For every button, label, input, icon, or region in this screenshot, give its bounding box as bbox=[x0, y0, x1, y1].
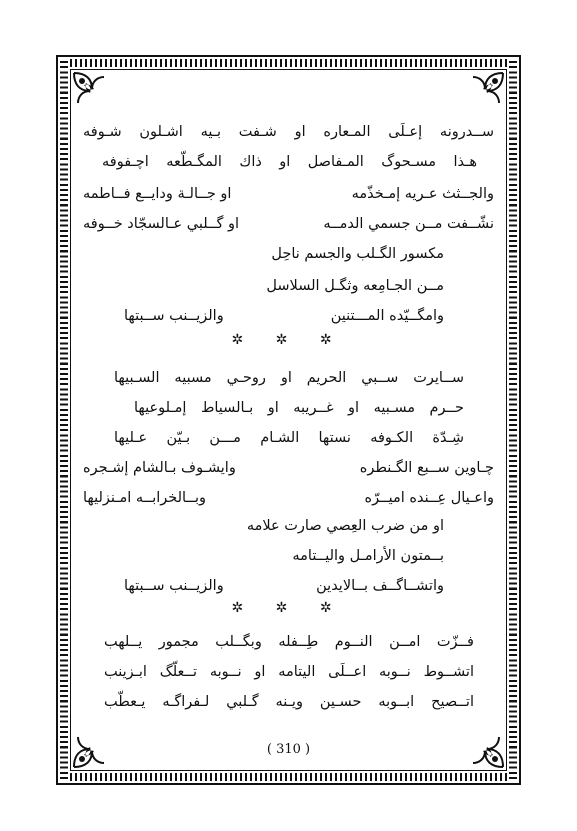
poem-line: شِـدّة الكـوفه نستها الشـام مـــن بـيّن عـليها bbox=[114, 430, 464, 446]
hemistich-right: والجــثث عـريه إمـخذّمه bbox=[351, 186, 494, 202]
hemistich-left: والزيــنب ســبتها bbox=[124, 308, 224, 324]
hemistich-right: چـاوين ســبع الگـنطره bbox=[359, 460, 494, 476]
stanza-divider: ✲ ✲ ✲ bbox=[231, 600, 346, 616]
poem-line: فــزّت امــن النــوم طِــفله وبگــلب مجمور يــلهب bbox=[104, 634, 474, 650]
poem-line: حــرم مسـبيه او غــريبه او بـالسياط إمـلوعيها bbox=[134, 400, 464, 416]
poem-line: بــمتون الأرامـل واليــتامه bbox=[292, 548, 444, 564]
poem-line-split bbox=[83, 458, 494, 478]
hemistich-right: وامگــيّده المـــتنين bbox=[330, 308, 444, 324]
hemistich-left: وبــالخرابــه امـنزليها bbox=[83, 490, 206, 506]
poem-line-split bbox=[124, 306, 444, 326]
poem-line: اتــصيح ابــوبه حسـين ويـنه گـلبي لـفراگـه يـعطّب bbox=[104, 694, 474, 710]
hemistich-right: واعـيال عِــنده اميــرّه bbox=[364, 490, 494, 506]
poem-line: هـذا مسـحوگ المـفاصل او ذاك المگـطّعه اچـفوفه bbox=[102, 154, 477, 170]
hemistich-left: او جــالـة ودايــع فــاطمه bbox=[83, 186, 232, 202]
poem-line: ســدرونه إعـلَى المـعاره او شـفت بـيه اشـلون شـوفه bbox=[83, 124, 494, 140]
poem-line: او من ضرب العِصي صارت علامه bbox=[246, 518, 444, 534]
poem-line: ســايرت ســبي الحريم او روحـي مسبيه السـبيها bbox=[114, 370, 464, 386]
corner-ornament-icon bbox=[471, 71, 505, 105]
hemistich-left: او گــلبي عـالسجّاد خــوفه bbox=[83, 216, 240, 232]
poem-line-split bbox=[83, 214, 494, 234]
poem-line: مــن الجـامِعه وثگـل السلاسل bbox=[266, 278, 444, 294]
hemistich-right: نشّــفت مــن جسمي الدمــه bbox=[323, 216, 494, 232]
poem-line-split bbox=[83, 488, 494, 508]
hemistich-right: واتشــاگــف بــالايدين bbox=[316, 578, 444, 594]
poem-line-split bbox=[124, 576, 444, 596]
corner-ornament-icon bbox=[72, 71, 106, 105]
poem-line: مكسور الگـلب والجسم ناحِل bbox=[271, 246, 444, 262]
hemistich-left: والزيــنب ســبتها bbox=[124, 578, 224, 594]
page-number: ( 310 ) bbox=[266, 742, 311, 757]
poem-line: اتشــوط نــوبه اعــلَى اليتامه او نــوبه تــعلّگ ابـزينب bbox=[104, 664, 474, 680]
poem-line-split bbox=[83, 184, 494, 204]
hemistich-left: وايشـوف بـالشام إشـجره bbox=[83, 460, 236, 476]
stanza-divider: ✲ ✲ ✲ bbox=[231, 332, 346, 348]
